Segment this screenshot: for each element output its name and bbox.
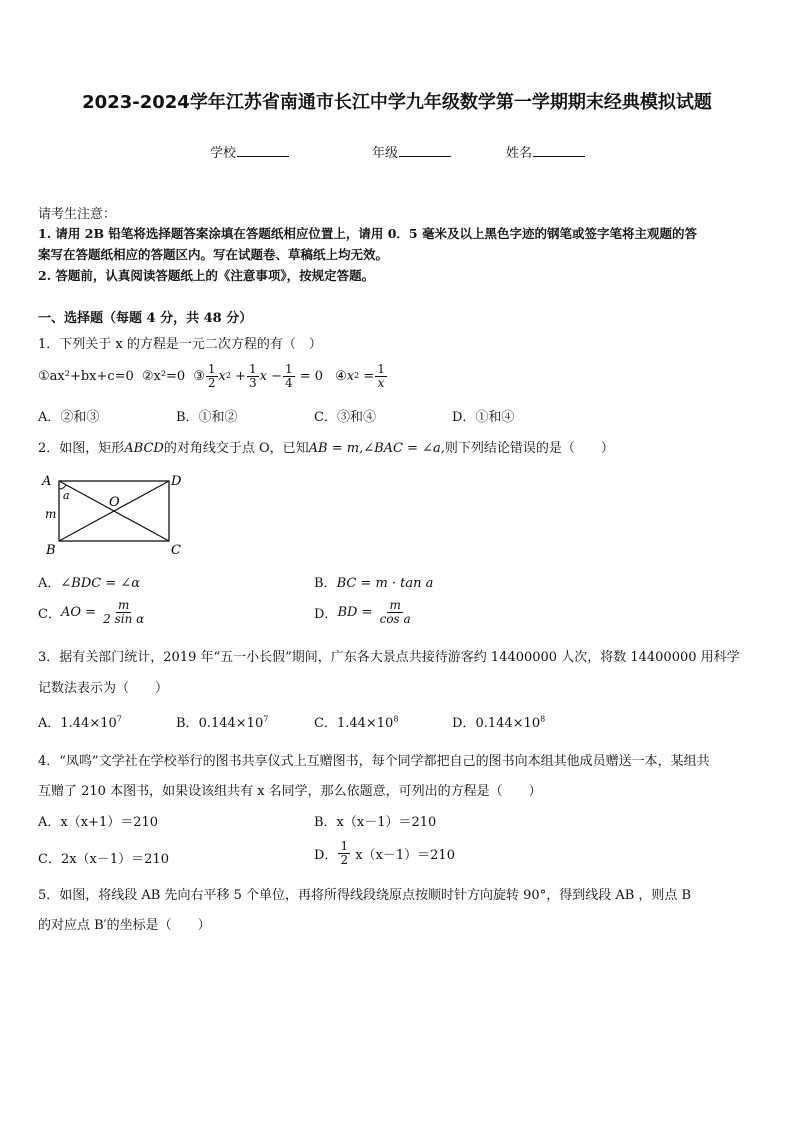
school-field [210, 142, 289, 161]
q2-stem-mid: 的对角线交于点 O，已知 [163, 441, 309, 456]
q4-option-b: B．x（x－1）＝210 [314, 815, 437, 830]
q3-line2: 记数法表示为（ ） [38, 681, 169, 696]
grade-field [372, 142, 451, 161]
q4-line1: 4．“凤鸣”文学社在学校举行的图书共享仪式上互赠图书，每个同学都把自己的图书向本组其他成员赠送一本，某组共 [38, 754, 710, 769]
notice-item1-line1: 1. 请用 2B 铅笔将选择题答案涂填在答题纸相应位置上，请用 0．5 毫米及以上黑色字迹的钢笔或签字笔将主观题的答 [38, 226, 697, 241]
q3-line1: 3．据有关部门统计，2019 年“五一小长假”期间，广东各大景点共接待游客约 14400000 人次，将数 14400000 用科学 [38, 650, 740, 665]
q1-equations: ①ax²+bx+c=0 ②x²=0 ③ $\frac{1}{2}$ x 2 + $\frac{1}{3}$ x − $\frac{1}{4}$ = 0 ④ x 2 = $\frac{1}{x}$ [38, 361, 385, 390]
name-field [506, 142, 585, 161]
angle-label-a: a [63, 489, 70, 502]
q1-eq3-frac2: $\frac{1}{3}$ [248, 361, 257, 390]
q2-option-c: C． AO = $\frac{m}{\text{2 sin α}}$ [38, 598, 145, 626]
q1-eq3-prefix: ③ [193, 368, 205, 384]
vertex-label-a: A [42, 474, 52, 489]
q5-line2: 的对应点 B′的坐标是（ ） [38, 918, 211, 933]
q3-option-d: D．$0.144\times 10^8$ [452, 714, 546, 731]
q3-option-c: C．$1.44\times 10^8$ [314, 714, 399, 731]
q1-eq1: ①ax²+bx+c=0 [38, 368, 134, 384]
q2-rectangle-figure [36, 468, 196, 560]
vertex-label-c: C [171, 543, 181, 558]
q2-stem-cond: AB = m,∠BAC = ∠a, [308, 441, 445, 456]
notice-item1-line2: 案写在答题纸相应的答题区内。写在试题卷、草稿纸上均无效。 [38, 247, 389, 262]
q4-line2: 互赠了 210 本图书，如果设该组共有 x 名同学，那么依题意，可列出的方程是（ ） [38, 784, 542, 799]
notice-item2: 2. 答题前，认真阅读答题纸上的《注意事项》，按规定答题。 [38, 268, 375, 283]
school-blank [237, 144, 289, 157]
side-label-m: m [45, 507, 57, 521]
q1-eq3-frac1: $\frac{1}{2}$ [207, 361, 216, 390]
q4-option-c: C．2x（x－1）＝210 [38, 852, 169, 867]
q2-stem-suffix: 则下列结论错误的是（ ） [444, 441, 614, 456]
q3-option-a: A．$1.44\times 10^7$ [38, 714, 122, 731]
q2-stem [38, 437, 614, 456]
q5-line1: 5．如图，将线段 AB 先向右平移 5 个单位，再将所得线段绕原点按顺时针方向旋转 90°，得到线段 AB ，则点 B [38, 888, 692, 903]
q4-option-d: D． $\frac{1}{2}$ x（x－1）＝210 [314, 839, 455, 867]
q2-stem-abcd: ABCD [124, 441, 164, 456]
q1-option-b: B．①和② [176, 410, 238, 425]
q2-stem-prefix: 2．如图，矩形 [38, 441, 125, 456]
q1-eq4-frac: $\frac{1}{x}$ [377, 361, 385, 390]
q1-eq4-prefix: ④ [335, 368, 347, 384]
vertex-label-b: B [46, 543, 56, 558]
q4-option-a: A．x（x+1）＝210 [38, 815, 159, 830]
grade-blank [399, 144, 451, 157]
name-label: 姓名 [506, 146, 533, 161]
grade-label: 年级 [372, 146, 399, 161]
q2-option-a: A．∠BDC = ∠α [38, 576, 141, 591]
q3-option-b: B．$0.144\times 10^7$ [176, 714, 269, 731]
q2-option-b: B．BC = m · tan a [314, 576, 434, 591]
section-heading: 一、选择题（每题 4 分，共 48 分） [38, 311, 253, 326]
q1-eq3-frac3: $\frac{1}{4}$ [285, 361, 293, 390]
vertex-label-d: D [171, 474, 182, 489]
center-label-o: O [109, 495, 120, 510]
q1-option-c: C．③和④ [314, 410, 376, 425]
q1-option-d: D．①和④ [452, 410, 515, 425]
q2-option-d: D． BD = $\frac{m}{\text{cos a}}$ [314, 598, 411, 626]
q1-stem: 1．下列关于 x 的方程是一元二次方程的有（ ） [38, 337, 322, 352]
page-title: 2023-2024学年江苏省南通市长江中学九年级数学第一学期期末经典模拟试题 [82, 92, 712, 113]
q1-option-a: A．②和③ [38, 410, 100, 425]
notice-heading: 请考生注意： [38, 207, 117, 222]
q1-eq2: ②x²=0 [141, 368, 186, 384]
school-label: 学校 [210, 146, 237, 161]
name-blank [533, 144, 585, 157]
